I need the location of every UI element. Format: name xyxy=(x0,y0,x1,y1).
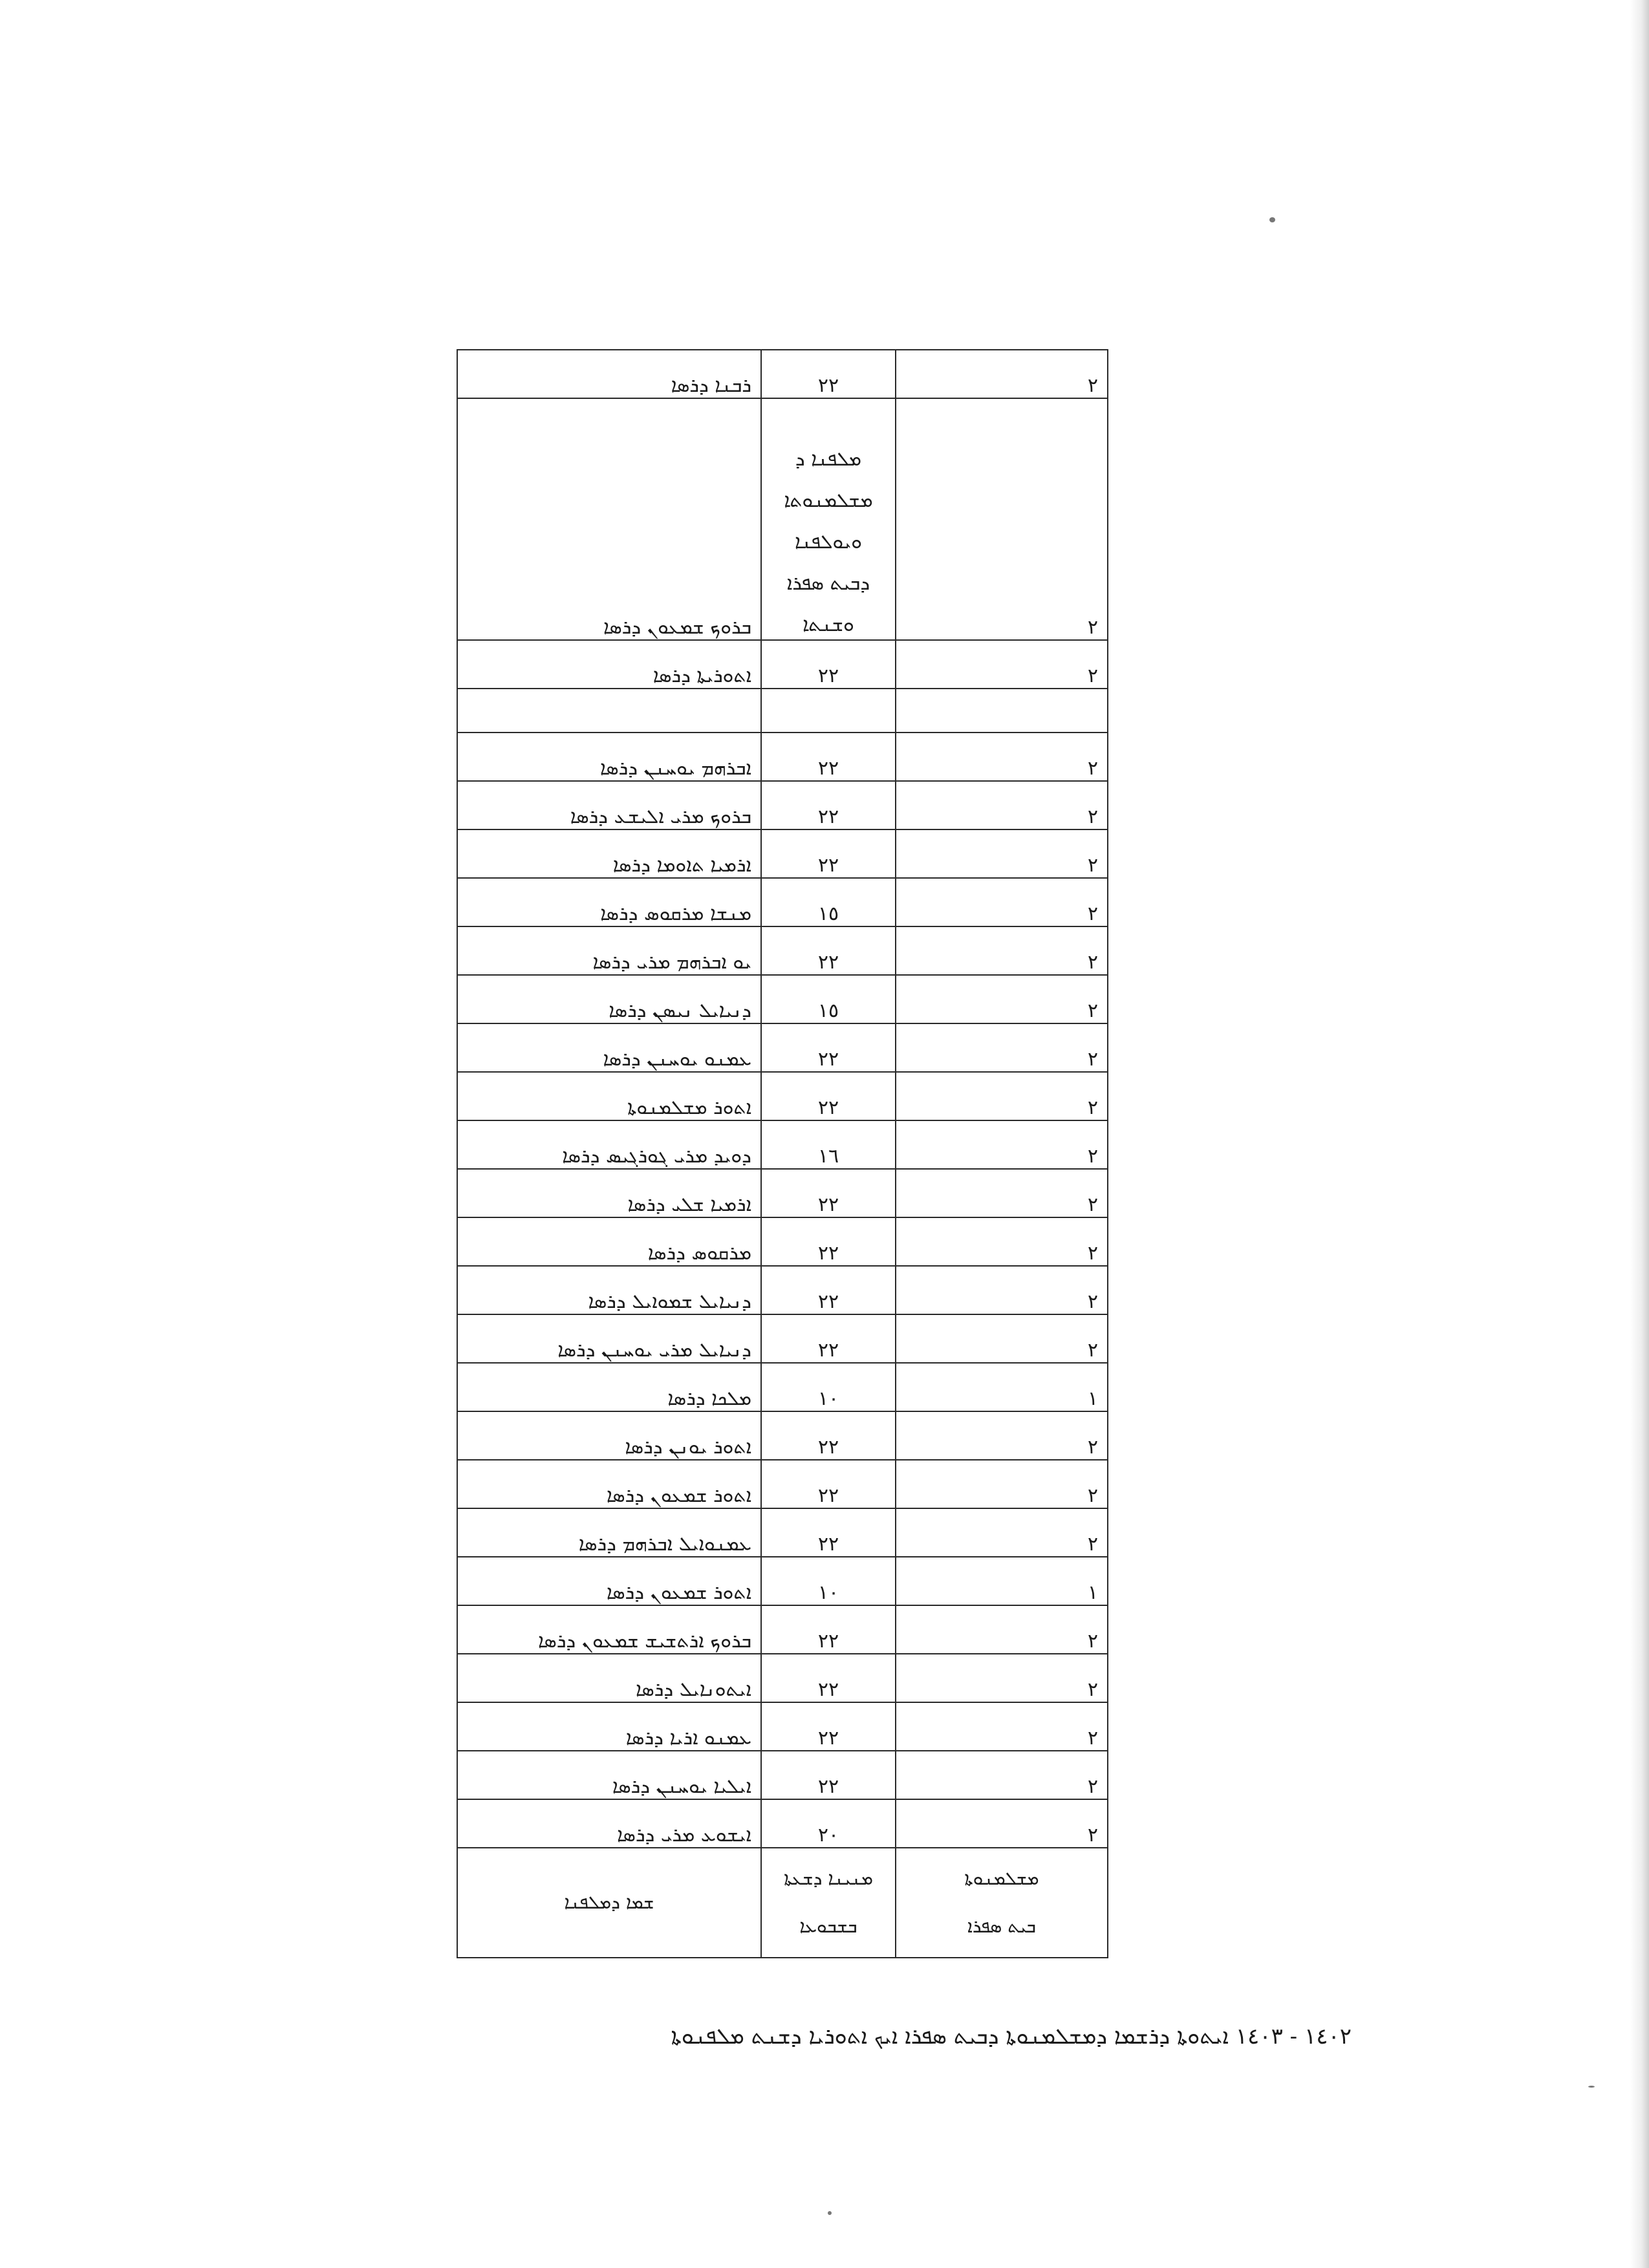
teacher-name: ܐܬܘܪ ܝܘܢܢ ܕܪܣܐ xyxy=(457,1411,761,1460)
table-row xyxy=(457,1169,1108,1217)
teacher-name: ܕܘܝܕ ܡܪܝ ܓܘܪܓܝܣ ܕܪܣܐ xyxy=(457,1120,761,1169)
teacher-name: ܪܒܢܐ ܕܪܣܐ xyxy=(457,350,761,398)
grade-mark: ٢ xyxy=(896,1799,1108,1848)
grade-mark: ٢ xyxy=(896,1217,1108,1266)
teacher-name: ܐܪܡܝܐ ܬܐܘܡܐ ܕܪܣܐ xyxy=(457,829,761,878)
grade-mark: ٢ xyxy=(896,398,1108,640)
grade-mark: ٢ xyxy=(896,1702,1108,1751)
teacher-name: ܐܬܘܪܝܬܐ ܕܪܣܐ xyxy=(457,640,761,689)
hours-count: ٢٢ xyxy=(761,1605,896,1654)
table-row xyxy=(457,1072,1108,1120)
hours-count: ٢٢ xyxy=(761,640,896,689)
hours-count: ٢٠ xyxy=(761,1799,896,1848)
header-count-line: ܡܢܝܢܐ ܕܫܥܬܐ xyxy=(784,1868,873,1890)
subject-line: ܡܫܠܡܢܘܬܐ xyxy=(784,489,873,512)
scan-speck xyxy=(828,2211,832,2215)
teacher-name: ܐܝܬܘܢܐܝܠ ܕܪܣܐ xyxy=(457,1654,761,1702)
hours-count: ٢٢ xyxy=(761,1217,896,1266)
grade-mark: ٢ xyxy=(896,350,1108,398)
teacher-name: ܐܝܫܘܥ ܡܪܝ ܕܪܣܐ xyxy=(457,1799,761,1848)
hours-count: ٢٢ xyxy=(761,1411,896,1460)
header-mark xyxy=(896,1848,1108,1958)
hours-count: ٢٢ xyxy=(761,1314,896,1363)
teacher-name: ܝܘ ܐܒܪܗܡ ܡܪܝ ܕܪܣܐ xyxy=(457,926,761,975)
grade-mark: ٢ xyxy=(896,975,1108,1023)
teacher-name: ܥܡܢܘ ܐܪܝܐ ܕܪܣܐ xyxy=(457,1702,761,1751)
grade-mark: ٢ xyxy=(896,1072,1108,1120)
hours-count: ٢٢ xyxy=(761,926,896,975)
hours-count: ٢٢ xyxy=(761,1460,896,1508)
hours-count: ٢٢ xyxy=(761,1072,896,1120)
teacher-name: ܒܪܘܟ ܐܪܬܫܝܫ ܫܡܥܘܢ ܕܪܣܐ xyxy=(457,1605,761,1654)
subject-line: ܡܠܦܢܐ ܕ xyxy=(795,448,862,471)
grade-mark: ٢ xyxy=(896,1654,1108,1702)
teacher-name: ܒܪܘܟ ܡܪܝ ܐܠܝܫܥ ܕܪܣܐ xyxy=(457,781,761,829)
table-row xyxy=(457,398,1108,640)
grade-mark: ٢ xyxy=(896,640,1108,689)
header-count xyxy=(761,1848,896,1958)
hours-count: ٢٢ xyxy=(761,1169,896,1217)
table-row xyxy=(457,1702,1108,1751)
teacher-name: ܡܪܩܘܣ ܕܪܣܐ xyxy=(457,1217,761,1266)
table-row xyxy=(457,1751,1108,1799)
grade-mark: ١ xyxy=(896,1363,1108,1411)
table-row xyxy=(457,1411,1108,1460)
hours-count: ٢٢ xyxy=(761,1023,896,1072)
table-row-empty xyxy=(457,689,1108,733)
subject-cell xyxy=(761,398,896,640)
grade-mark: ٢ xyxy=(896,1460,1108,1508)
grade-mark: ٢ xyxy=(896,1169,1108,1217)
page-edge-shadow xyxy=(1630,0,1649,2268)
table-row xyxy=(457,350,1108,398)
grade-mark: ٢ xyxy=(896,926,1108,975)
hours-count: ٢٢ xyxy=(761,1702,896,1751)
header-count-line: ܒܫܒܘܥܐ xyxy=(799,1916,857,1937)
table-row xyxy=(457,975,1108,1023)
table-row xyxy=(457,1363,1108,1411)
grade-mark: ٢ xyxy=(896,1314,1108,1363)
table-row xyxy=(457,733,1108,781)
teacher-name: ܐܬܘܪ ܫܡܥܘܢ ܕܪܣܐ xyxy=(457,1460,761,1508)
grade-mark: ٢ xyxy=(896,1266,1108,1314)
table-row xyxy=(457,781,1108,829)
table-row xyxy=(457,1508,1108,1557)
grade-mark: ٢ xyxy=(896,1751,1108,1799)
table-row xyxy=(457,926,1108,975)
teacher-name: ܐܬܘܪ ܡܫܠܡܢܘܬܐ xyxy=(457,1072,761,1120)
teacher-name: ܡܠܟܐ ܕܪܣܐ xyxy=(457,1363,761,1411)
teacher-name: ܕܢܝܐܝܠ ܡܪܝ ܝܘܚܢܢ ܕܪܣܐ xyxy=(457,1314,761,1363)
grade-mark: ٢ xyxy=(896,829,1108,878)
table-row xyxy=(457,878,1108,926)
scan-speck xyxy=(1269,217,1275,222)
subject-line: ܕܒܝܬ ܣܦܪܐ xyxy=(786,572,870,595)
grade-mark: ٢ xyxy=(896,1508,1108,1557)
grade-mark: ٢ xyxy=(896,733,1108,781)
grade-mark: ٢ xyxy=(896,1411,1108,1460)
grade-mark: ٢ xyxy=(896,781,1108,829)
grade-mark: ١ xyxy=(896,1557,1108,1605)
hours-count: ١٥ xyxy=(761,878,896,926)
teacher-name: ܥܡܢܘܐܝܠ ܐܒܪܗܡ ܕܪܣܐ xyxy=(457,1508,761,1557)
hours-count: ٢٢ xyxy=(761,829,896,878)
table-row xyxy=(457,1266,1108,1314)
teacher-name: ܐܒܪܗܡ ܝܘܚܢܢ ܕܪܣܐ xyxy=(457,733,761,781)
hours-count: ٢٢ xyxy=(761,1508,896,1557)
teacher-name: ܥܡܢܘ ܝܘܚܢܢ ܕܪܣܐ xyxy=(457,1023,761,1072)
table-row xyxy=(457,829,1108,878)
table-row xyxy=(457,1217,1108,1266)
teacher-name: ܕܢܝܐܝܠ ܢܝܣܢ ܕܪܣܐ xyxy=(457,975,761,1023)
table-row xyxy=(457,1799,1108,1848)
teacher-name: ܕܢܝܐܝܠ ܫܡܘܐܝܠ ܕܪܣܐ xyxy=(457,1266,761,1314)
hours-count xyxy=(761,689,896,733)
teacher-name: ܐܝܠܝܐ ܝܘܚܢܢ ܕܪܣܐ xyxy=(457,1751,761,1799)
document-caption: ١٤٠٢ - ١٤٠٣ ܐܝܬܘܬܐ ܕܪܫܡܐ ܕܡܫܠܡܢܘܬܐ ܕܒܝܬ ܣܦܪܐ ܐܝܟ ܐܬܘܪܝܐ ܕܫܢܬ ܡܠܦܢܘܬܐ xyxy=(671,2024,1352,2049)
teacher-name: ܡܢܫܐ ܡܪܩܘܣ ܕܪܣܐ xyxy=(457,878,761,926)
grade-mark: ٢ xyxy=(896,1023,1108,1072)
table-row xyxy=(457,1120,1108,1169)
header-mark-line: ܡܫܠܡܢܘܬܐ xyxy=(964,1868,1039,1890)
table-row xyxy=(457,1605,1108,1654)
scan-speck xyxy=(1588,2086,1595,2088)
teacher-name: ܒܪܘܟ ܫܡܥܘܢ ܕܪܣܐ xyxy=(457,398,761,640)
hours-count: ٢٢ xyxy=(761,350,896,398)
hours-count: ٢٢ xyxy=(761,1266,896,1314)
header-mark-line: ܒܝܬ ܣܦܪܐ xyxy=(967,1916,1036,1937)
hours-count: ٢٢ xyxy=(761,781,896,829)
subject-line: ܘܝܘܠܦܢܐ xyxy=(795,531,862,553)
grade-mark: ٢ xyxy=(896,878,1108,926)
grade-mark: ٢ xyxy=(896,1605,1108,1654)
table-row xyxy=(457,1557,1108,1605)
hours-count: ٢٢ xyxy=(761,1654,896,1702)
table-row xyxy=(457,1314,1108,1363)
staff-register-table xyxy=(457,349,1108,1958)
subject-line: ܘܫܢܬܐ xyxy=(803,614,854,636)
hours-count: ٢٢ xyxy=(761,1751,896,1799)
hours-count: ٢٢ xyxy=(761,733,896,781)
table-row xyxy=(457,1460,1108,1508)
table-row xyxy=(457,640,1108,689)
hours-count: ١٦ xyxy=(761,1120,896,1169)
grade-mark: ٢ xyxy=(896,1120,1108,1169)
grade-mark xyxy=(896,689,1108,733)
table-header-row xyxy=(457,1848,1108,1958)
table-row xyxy=(457,1654,1108,1702)
teacher-name xyxy=(457,689,761,733)
teacher-name: ܐܬܘܪ ܫܡܥܘܢ ܕܪܣܐ xyxy=(457,1557,761,1605)
hours-count: ١٠ xyxy=(761,1363,896,1411)
teacher-name: ܐܪܡܝܐ ܫܠܝ ܕܪܣܐ xyxy=(457,1169,761,1217)
table-row xyxy=(457,1023,1108,1072)
header-name: ܫܡܐ ܕܡܠܦܢܐ xyxy=(457,1848,761,1958)
hours-count: ١٠ xyxy=(761,1557,896,1605)
hours-count: ١٥ xyxy=(761,975,896,1023)
